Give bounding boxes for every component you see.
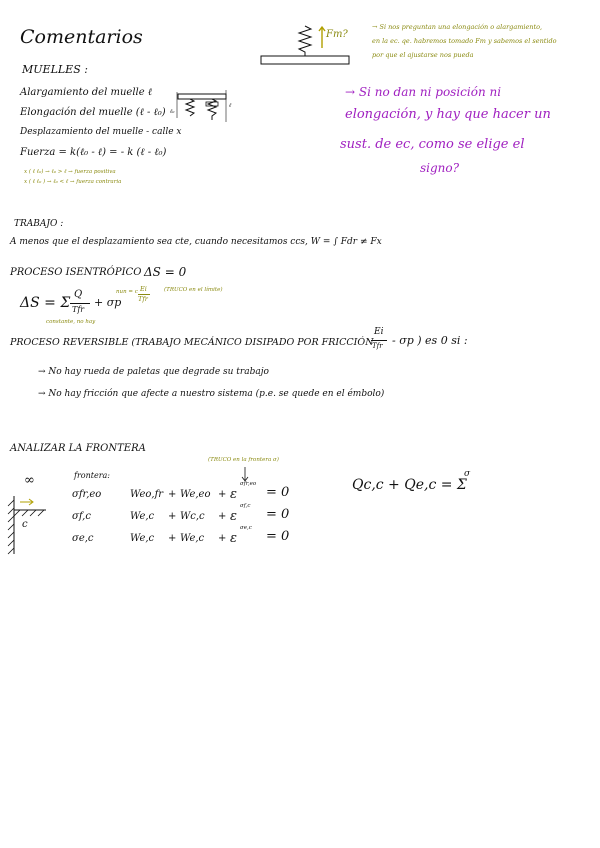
frontera-arrow-icon (240, 466, 250, 482)
muelles-heading: MUELLES : (22, 63, 88, 76)
force-arrow-icon (319, 27, 325, 48)
frontera-row-2-sigma: σf,c (72, 511, 91, 522)
fig-label-l0: ℓ₀ (170, 109, 175, 115)
trabajo-line: A menos que el desplazamiento sea cte, cuando necesitamos ccs, W = ∫ Fdr ≠ Fx (10, 237, 382, 247)
boundary-figure (6, 473, 56, 556)
boundary-arrow-icon (20, 499, 33, 505)
frontera-right-eq: Qc,c + Qe,c = Σ (352, 477, 467, 493)
frontera-row-2-plus-2: + (218, 511, 227, 522)
frontera-row-1-rhs: = 0 (266, 485, 290, 500)
reversible-tail: - σp ) es 0 si : (392, 334, 468, 347)
muelles-line-1: Alargamiento del muelle ℓ (20, 87, 152, 98)
isentropico-frac-bar (70, 303, 90, 304)
spring-elongation-diagram (168, 86, 238, 126)
isentropico-condition: ΔS = 0 (144, 265, 187, 279)
frontera-row-1-plus-2: + (218, 489, 227, 500)
frontera-row-3-plus-1: + (168, 533, 177, 544)
muelles-note-1: x ( ℓ ℓ₀) → ℓ₀ > ℓ → fuerza positiva (24, 169, 116, 175)
muelles-line-2: Elongación del muelle (ℓ - ℓ₀) (20, 107, 166, 118)
reversible-bullet-2: → No hay fricción que afecte a nuestro sistema (p.e. se quede en el émbolo) (38, 389, 385, 399)
reversible-bullet-1: → No hay rueda de paletas que degrade su trabajo (38, 367, 269, 377)
frontera-right-eq-sup: σ (464, 469, 471, 479)
frontera-row-2-rhs: = 0 (266, 507, 290, 522)
frontera-row-2-left: We,c (130, 511, 155, 522)
isentropico-sup: nun = c (116, 289, 138, 295)
frontera-row-1-eps-sup: σfr,eo (240, 481, 257, 487)
reversible-frac-bar (371, 340, 387, 341)
isentropico-extra-num: Ei (140, 285, 147, 293)
isentropico-heading: PROCESO ISENTRÓPICO (10, 267, 142, 278)
purple-note-line-2: elongación, y hay que hacer un (345, 107, 551, 122)
frontera-row-1-sigma: σfr,eo (72, 489, 102, 500)
frontera-row-3-rhs: = 0 (266, 529, 290, 544)
reversible-heading: PROCESO REVERSIBLE (TRABAJO MECÁNICO DISIPADO POR FRICCIÓN (10, 337, 374, 348)
isentropico-plus: + σp (94, 296, 122, 309)
frontera-row-1-eps: ε (230, 487, 237, 502)
frontera-row-3-plus-term: We,c (180, 533, 205, 544)
spring-coil-left (186, 99, 194, 116)
spring-diagram (255, 20, 355, 70)
note-top-line-3: por que el ajustarse nos pueda (372, 51, 474, 59)
frontera-row-2-eps-sup: σf,c (240, 503, 251, 509)
isentropico-eq-left: ΔS = Σ (20, 295, 71, 311)
purple-note-line-1: → Si no dan ni posición ni (345, 85, 502, 99)
isentropico-under-note: constante, no hay (46, 319, 96, 325)
frontera-label: frontera: (74, 471, 110, 480)
c-label: c (22, 519, 28, 530)
purple-note-line-4: signo? (420, 161, 460, 175)
reversible-frac-num: Ei (374, 327, 384, 337)
frontera-row-3-eps-sup: σe,c (240, 525, 252, 531)
frontera-row-3-plus-2: + (218, 533, 227, 544)
spring-base (261, 56, 349, 64)
frontera-row-3-left: We,c (130, 533, 155, 544)
isentropico-extra-den: Tfr (138, 295, 148, 303)
frontera-row-1-plus-term: We,eo (180, 489, 211, 500)
fig-label-l: ℓ (229, 103, 232, 109)
isentropico-frac-den: Tfr (72, 305, 85, 314)
trabajo-heading: TRABAJO : (14, 219, 64, 229)
note-top-line-1: → Si nos preguntan una elongación o alargamiento, (372, 23, 543, 31)
frontera-row-2-plus-1: + (168, 511, 177, 522)
frontera-row-3-eps: ε (230, 531, 237, 546)
isentropico-note: (TRUCO en el límite) (164, 287, 223, 293)
frontera-row-2-eps: ε (230, 509, 237, 524)
purple-note-line-3: sust. de ec, como se elige el (340, 137, 525, 152)
muelles-note-2: x ( ℓ ℓ₀ ) → ℓ₀ < ℓ → fuerza contraria (24, 179, 122, 185)
frontera-row-3-sigma: σe,c (72, 533, 94, 544)
force-label: Fm? (326, 29, 348, 40)
note-top-line-2: en la ec. qe. habremos tomado Fm y sabemos el sentido (372, 37, 557, 45)
reversible-frac-den: Tfr (372, 342, 383, 350)
isentropico-frac-num: Q (74, 289, 83, 300)
frontera-heading: ANALIZAR LA FRONTERA (10, 443, 146, 454)
frontera-row-2-plus-term: Wc,c (180, 511, 205, 522)
page-title: Comentarios (20, 26, 143, 48)
muelles-line-4: Fuerza = k(ℓ₀ - ℓ) = - k (ℓ - ℓ₀) (20, 147, 167, 158)
frontera-top-note: (TRUCO en la frontera σ) (208, 457, 279, 463)
frontera-row-1-plus-1: + (168, 489, 177, 500)
infinity-label: ∞ (24, 473, 35, 488)
frontera-row-1-left: Weo,fr (130, 489, 164, 500)
muelles-line-3: Desplazamiento del muelle - calle x (20, 127, 182, 137)
spring-coil (299, 26, 311, 56)
spring-plate (178, 94, 226, 99)
